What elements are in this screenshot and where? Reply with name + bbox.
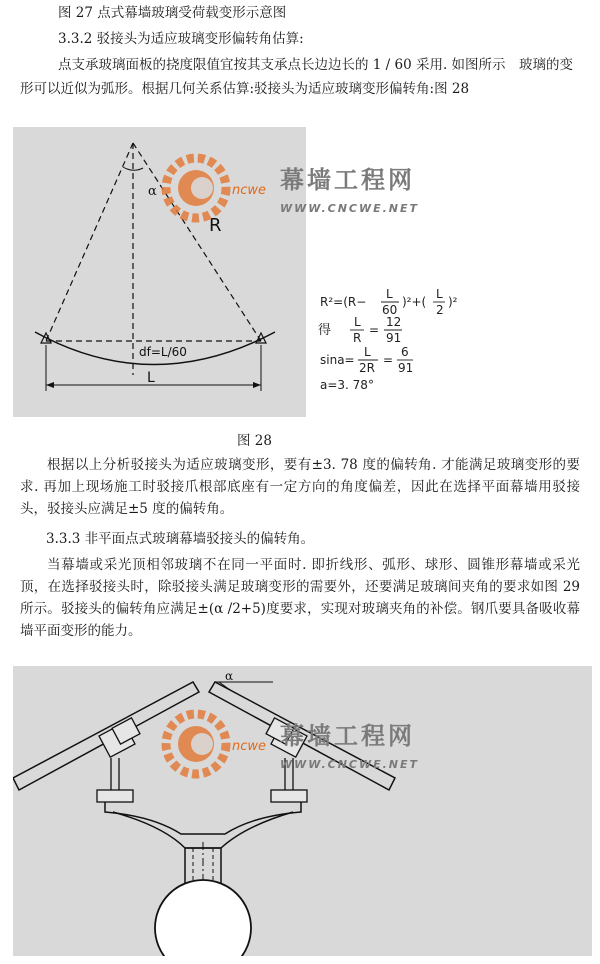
eq1-frac2-num: L — [436, 287, 443, 301]
eq3-den-l: 2R — [359, 361, 375, 375]
fig28-caption: 图 28 — [237, 433, 272, 449]
equation-1 — [320, 287, 458, 317]
watermark-cn: 幕墙工程网 — [280, 722, 415, 750]
watermark-2 — [160, 706, 470, 782]
spider-arms — [105, 802, 301, 834]
paragraph-2: 根据以上分析驳接头为适应玻璃变形，要有±3. 78 度的偏转角. 才能满足玻璃变形的要求. 再加上现场施工时驳接爪根部底座有一定方向的角度偏差，因此在选择平面幕墙用驳接头，驳接头应满足±5 度的偏转角。 — [20, 457, 580, 517]
paragraph-1-line-2: 形可以近似为弧形。根据几何关系估算:驳接头为适应玻璃变形偏转角:图 28 — [20, 81, 470, 97]
watermark-logo-text: ncwe — [232, 739, 267, 754]
eq2-den-l: R — [353, 331, 362, 345]
equations — [312, 284, 512, 396]
watermark-logo-text: ncwe — [232, 183, 267, 198]
label-R: R — [209, 215, 222, 236]
paragraph-1-line-1: 点支承玻璃面板的挠度限值宜按其支承点长边边长的 1 / 60 采用. 如图所示 玻璃的变 — [58, 57, 574, 73]
svg-text:=: = — [383, 353, 394, 367]
eq1-mid: )²+( — [402, 295, 427, 309]
eq1-frac2-den: 2 — [436, 303, 444, 317]
watermark-url: WWW.CNCWE.NET — [280, 758, 420, 771]
watermark-1 — [160, 150, 470, 226]
eq1-end: )² — [448, 295, 458, 309]
eq2-num-l: L — [354, 315, 361, 329]
label-L: L — [147, 370, 155, 386]
equation-2 — [318, 315, 402, 345]
eq2-den-r: 91 — [386, 331, 402, 345]
eq3-den-r: 91 — [398, 361, 414, 375]
paragraph-3: 当幕墙或采光顶相邻玻璃不在同一平面时. 即折线形、弧形、球形、圆锥形幕墙或采光顶，在选择驳接头时，除驳接头满足玻璃变形的需要外，还要满足玻璃间夹角的要求如图 29 所示。驳接头的偏转角应满足±(α /2+5)度要求，实现对玻璃夹角的补偿。钢爪要具备吸收幕墙平面变形的能力。 — [20, 557, 580, 639]
dashed-radius-left — [46, 143, 133, 341]
section-3-3-2-heading: 3.3.2 驳接头为适应玻璃变形偏转角估算: — [58, 31, 304, 47]
watermark-cn: 幕墙工程网 — [280, 166, 415, 194]
eq2-de: 得 — [318, 323, 332, 338]
eq1-frac1-den: 60 — [382, 303, 398, 317]
eq1-lhs: R²=(R− — [320, 295, 367, 309]
label-df: df=L/60 — [139, 345, 187, 359]
eq2-num-r: 12 — [386, 315, 402, 329]
label-alpha: α — [148, 184, 157, 199]
equation-3 — [320, 345, 413, 375]
section-3-3-3-heading: 3.3.3 非平面点式玻璃幕墙驳接头的偏转角。 — [46, 531, 315, 547]
eq3-num-l: L — [364, 345, 371, 359]
support-tube — [155, 880, 251, 956]
eq4: a=3. 78° — [320, 378, 374, 392]
dim-arrow-right-icon — [253, 382, 261, 388]
angle-arc — [219, 682, 235, 693]
fig27-caption: 图 27 点式幕墙玻璃受荷载变形示意图 — [58, 5, 287, 21]
dim-arrow-left-icon — [46, 382, 54, 388]
eq3-lhs: sina= — [320, 353, 355, 367]
eq1-frac1-num: L — [386, 287, 393, 301]
svg-text:=: = — [369, 323, 380, 337]
label-alpha: α — [225, 669, 234, 683]
eq3-num-r: 6 — [401, 345, 409, 359]
watermark-url: WWW.CNCWE.NET — [280, 202, 420, 215]
